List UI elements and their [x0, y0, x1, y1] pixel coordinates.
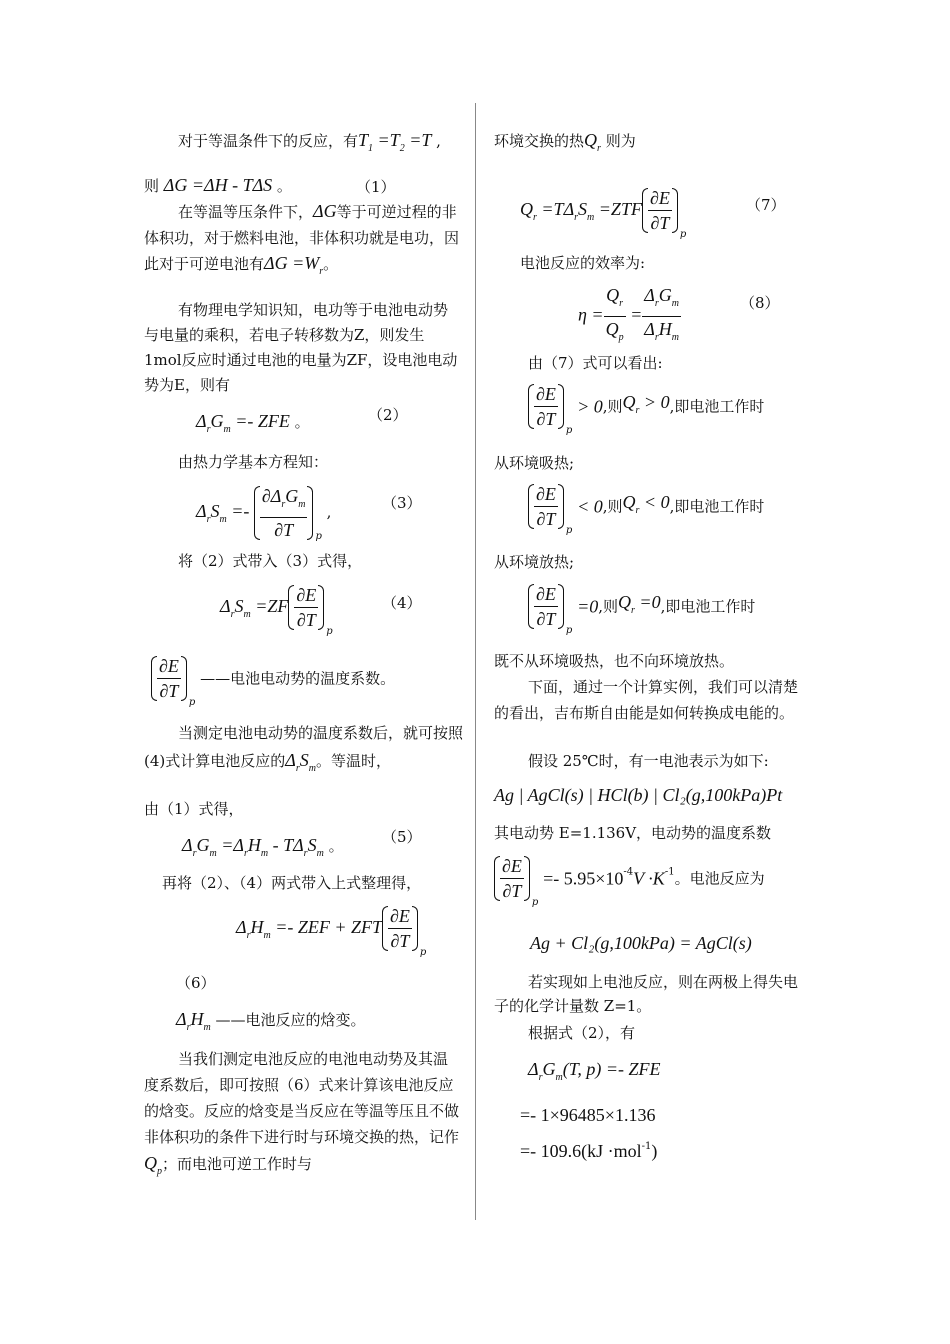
text-release-heat: 从环境放热; [494, 553, 575, 571]
text-isothermal-when: 。等温时， [315, 752, 391, 770]
text-then: 则 [144, 177, 160, 195]
equation-drgm-tp: $\Delta_rG_m(T$, p) =- ZFE [528, 1059, 661, 1083]
paragraph-enthalpy-heat: 当我们测定电池反应的电池电动势及其温度系数后，即可按照（6）式来计算该电池反应的焓变。反应的焓变是当反应在等温等压且不做非体积功的条件下进行时与环境交换的热，记作$Q_p$；而电池可逆工作时与 [144, 1050, 460, 1177]
formula-drgm-zfe: $\Delta_rG_m$ =- ZFE [196, 411, 290, 435]
text-reaction-is: 。电池反应为 [674, 869, 765, 888]
equation-6: $\Delta_rH_m$ =- ZEF + ZFT $\frac{\partial E}{\partial T}$ $_p$ [236, 906, 427, 958]
paragraph-electric-work [144, 298, 462, 398]
paragraph-from-eq7: 由（7）式可以看出: [528, 354, 663, 372]
equation-number-3: （3） [382, 494, 422, 512]
paragraph-battery: 假设 25℃时，有一电池表示为如下: [528, 752, 769, 770]
text-case2-tail: 即电池工作时 [674, 497, 765, 516]
equation-2: $\Delta_rG_m$ =- ZFE 。 [196, 411, 310, 435]
formula-t-equal: $T_1 =T_2 =T$ [358, 130, 432, 154]
text-isothermal: 对于等温条件下的反应，有 [178, 132, 359, 150]
text-electron-number: 若实现如上电池反应，则在两极上得失电子的化学计量数 Z=1。 [494, 973, 799, 1015]
calc-line-2: =- 109.6(kJ ·mol$^{-1}$) [520, 1141, 658, 1161]
text-exchanged-heat: 环境交换的热 [494, 132, 585, 150]
text-absorb-heat: 从环境吸热; [494, 454, 575, 472]
partial-derivative-paren: $\frac{\partial\Delta_rG_m}{\partial T}$ [254, 484, 314, 542]
paragraph-thermo-equation: 由热力学基本方程知： [178, 453, 329, 471]
column-divider [475, 103, 476, 1220]
case-zero: $\frac{\partial E}{\partial T}$ $_p$ =0,则$Q_r =0$,即电池工作时 [528, 582, 755, 644]
text-enthalpy-heat: 当我们测定电池反应的电池电动势及其温度系数后，即可按照（6）式来计算该电池反应的焓变。反应的焓变是当反应在等温等压且不做非体积功的条件下进行时与环境交换的热，记作 [144, 1050, 460, 1146]
equation-number-8: （8） [740, 294, 780, 312]
paragraph-example-intro [494, 674, 810, 726]
paragraph-nonvolume-work: 在等温等压条件下，ΔG等于可逆过程的非体积功，对于燃料电池，非体积功就是电功，因此对于可逆电池有$\Delta G =W_r$。 [144, 201, 460, 277]
paragraph-emf: 其电动势 E=1.136V，电动势的温度系数 [494, 824, 772, 842]
formula-delta-g-wr: $\Delta G =W_r$ [264, 253, 324, 277]
paragraph-exchanged-heat: 环境交换的热$Q_r$ 则为 [494, 130, 636, 154]
equation-number-7: （7） [746, 196, 786, 214]
case-negative: $\frac{\partial E}{\partial T}$ $_p$ < 0,则$Q_r < 0$,即电池工作时 [528, 482, 764, 544]
temperature-coefficient-def: $\frac{\partial E}{\partial T}$ $_p$ ——电池电动势的温度系数。 [151, 654, 395, 716]
paragraph-enthalpy-calc: 当测定电池电动势的温度系数后，就可按照(4)式计算电池反应的$\Delta_rS_m$。等温时， [144, 724, 464, 774]
cell-notation: Ag | AgCl(s) | HCl(b) | Cl₂(g,100kPa)Pt [494, 785, 783, 805]
text-electric-work: 有物理电学知识知，电功等于电池电动势与电量的乘积，若电子转移数为Z，则发生1mol反应时通过电池的电量为ZF，设电池电动势为E，则有 [144, 301, 458, 394]
calc-line-1: =- 1×96485×1.136 [520, 1105, 656, 1125]
formula-delta-g: ΔG [313, 201, 337, 221]
equation-number-4: （4） [382, 594, 422, 612]
equation-4: $\Delta_rS_m =ZF$ $\frac{\partial E}{\partial T}$ $_p$ [220, 585, 333, 637]
temperature-coefficient-value: $\frac{\partial E}{\partial T}$ $_p =- 5.95\times 10^{-4}V \cdot K^{-1}$。电池反应为 [494, 854, 765, 916]
equation-7: $Q_r =T\Delta_rS_m =ZTF$ $\frac{\partial E}{\partial T}$ $_p$ [520, 188, 687, 240]
text-is: 则为 [605, 132, 636, 150]
case-positive: $\frac{\partial E}{\partial T}$ $_p$ > 0,则$Q_r > 0$,即电池工作时 [528, 382, 764, 444]
text-enthalpy-def: ——电池反应的焓变。 [215, 1011, 366, 1029]
calc-result: =- 109.6(kJ ·mol [520, 1141, 642, 1161]
equation-5: $\Delta_rG_m =\Delta_rH_m - T\Delta_rS_m$ 。 [182, 835, 344, 859]
text-no-heat: 既不从环境吸热，也不向环境放热。 [494, 652, 735, 670]
formula-gibbs-helmholtz: ΔG =ΔH - TΔS [163, 175, 273, 195]
paragraph-from-eq1: 由（1）式得， [144, 800, 244, 818]
equation-number-1: （1） [356, 178, 396, 196]
text-case1-tail: 即电池工作时 [674, 397, 765, 416]
paragraph-substitute: 将（2）式带入（3）式得， [178, 552, 363, 570]
equation-number-5: （5） [382, 828, 422, 846]
equation-1-row: 则 ΔG =ΔH - TΔS 。 [144, 175, 292, 195]
equation-8: η = $\frac{Q_r}{Q_p}$ = $\frac{\Delta_rG_m}{\Delta_rH_m}$ [578, 285, 679, 343]
text-isothermal-isobaric: 在等温等压条件下， [178, 203, 314, 221]
paragraph-per-eq2: 根据式（2），有 [528, 1024, 636, 1042]
paragraph-electron-number [494, 970, 810, 1018]
paragraph-combine: 再将（2）、（4）两式带入上式整理得， [162, 874, 422, 892]
equation-3: $\Delta_rS_m$ =- $\frac{\partial\Delta_rG_m}{\partial T}$ $_p$ , [196, 486, 332, 542]
text-nonvolume-work: 等于可逆过程的非体积功，对于燃料电池，非体积功就是电功，因此对于可逆电池有 [144, 203, 460, 273]
text-temp-coef: ——电池电动势的温度系数。 [200, 669, 396, 688]
paragraph-isothermal: 对于等温条件下的反应，有$T_1 =T_2 =T$ , [178, 130, 441, 154]
text-reversible-work: ；而电池可逆工作时与 [162, 1155, 313, 1173]
paragraph-efficiency: 电池反应的效率为: [520, 254, 646, 272]
text-calc-reaction: 当测定电池电动势的温度系数后，就可按照(4)式计算电池反应的 [144, 724, 464, 770]
text-example-intro: 下面，通过一个计算实例，我们可以清楚的看出，吉布斯自由能是如何转换成电能的。 [494, 678, 799, 722]
reaction-equation: Ag + Cl₂(g,100kPa) = AgCl(s) [530, 933, 752, 953]
coef-value: =- 5.95×10 [543, 868, 624, 889]
equation-number-6: （6） [176, 974, 216, 992]
text-case3-tail: 即电池工作时 [665, 597, 756, 616]
equation-number-2: （2） [368, 406, 408, 424]
enthalpy-def: $\Delta_rH_m$ ——电池反应的焓变。 [176, 1009, 366, 1033]
